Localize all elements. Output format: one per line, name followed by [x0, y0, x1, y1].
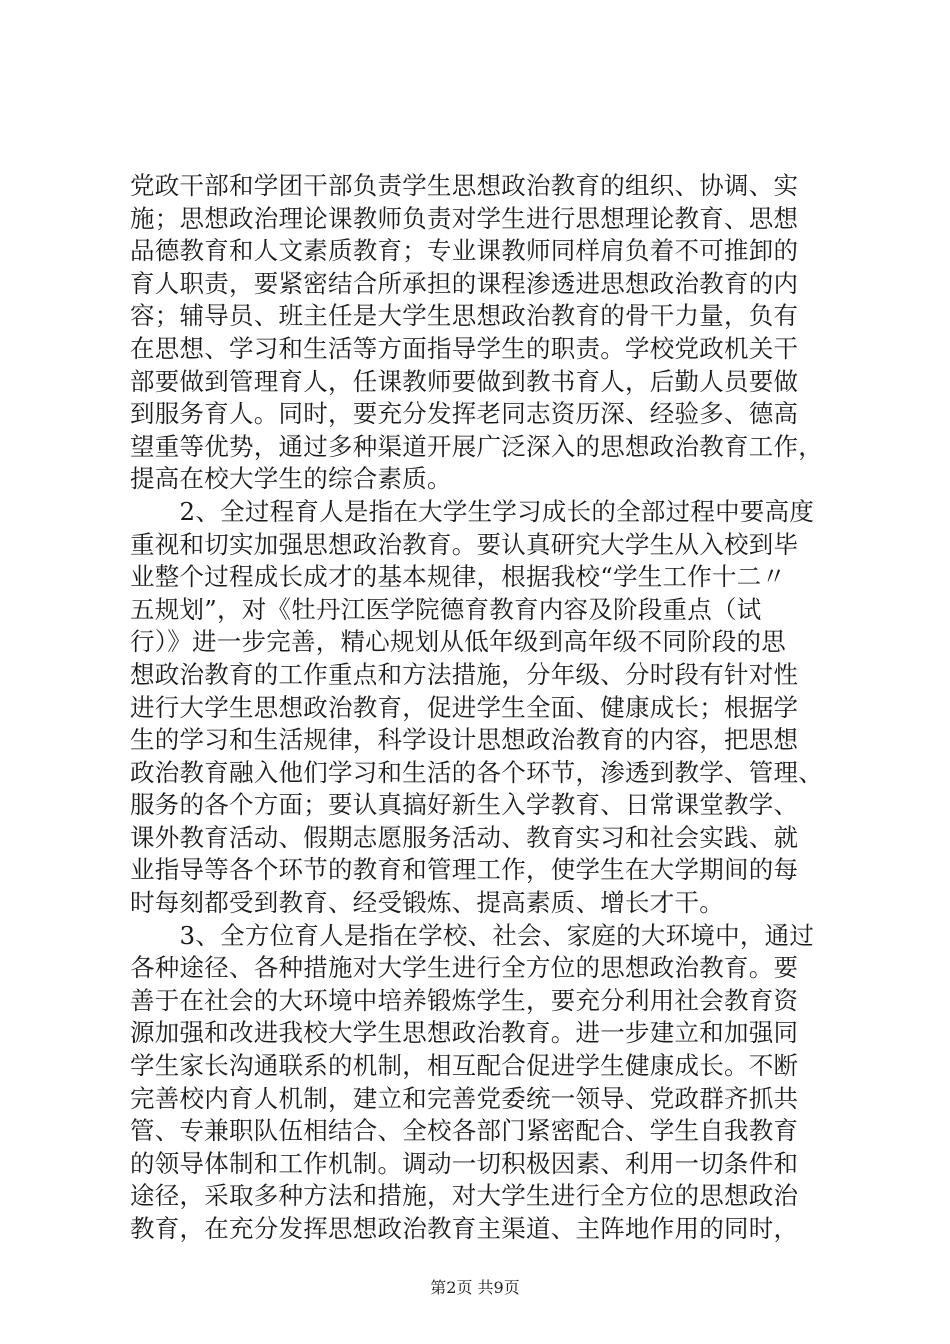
text-line: 善于在社会的大环境中培养锻炼学生，要充分利用社会教育资: [130, 985, 799, 1015]
text-line: 行）》进一步完善，精心规划从低年级到高年级不同阶段的思: [130, 627, 786, 657]
text-line: 教育，在充分发挥思想政治教育主渠道、主阵地作用的同时，: [130, 1214, 799, 1243]
text-line: 想政治教育的工作重点和方法措施，分年级、分时段有针对性: [130, 659, 799, 689]
text-line: 到服务育人。同时，要充分发挥老同志资历深、经验多、德高: [130, 399, 799, 429]
text-line: 2、全过程育人是指在大学生学习成长的全部过程中要高度: [130, 496, 815, 526]
text-line: 业指导等各个环节的教育和管理工作，使学生在大学期间的每: [130, 855, 799, 885]
text-line: 生的学习和生活规律，科学设计思想政治教育的内容，把思想: [130, 725, 799, 755]
text-line: 育人职责，要紧密结合所承担的课程渗透进思想政治教育的内: [130, 268, 799, 298]
text-line: 的领导体制和工作机制。调动一切积极因素、利用一切条件和: [130, 1148, 799, 1178]
text-line: 提高在校大学生的综合素质。: [130, 464, 452, 494]
text-line: 品德教育和人文素质教育；专业课教师同样肩负着不可推卸的: [130, 236, 799, 266]
text-line: 政治教育融入他们学习和生活的各个环节，渗透到教学、管理、: [130, 757, 823, 787]
text-line: 时每刻都受到教育、经受锻炼、提高素质、增长才干。: [130, 888, 724, 918]
text-line: 学生家长沟通联系的机制，相互配合促进学生健康成长。不断: [130, 1051, 799, 1081]
text-line: 进行大学生思想政治教育，促进学生全面、健康成长；根据学: [130, 692, 799, 722]
page-number-footer: 第2页 共9页: [430, 1278, 520, 1297]
text-line: 五规划”，对《牡丹江医学院德育教育内容及阶段重点（试: [130, 594, 762, 624]
text-line: 管、专兼职队伍相结合、全校各部门紧密配合、学生自我教育: [130, 1116, 799, 1146]
text-line: 部要做到管理育人，任课教师要做到教书育人，后勤人员要做: [130, 366, 799, 396]
text-line: 途径，采取多种方法和措施，对大学生进行全方位的思想政治: [130, 1181, 799, 1211]
text-line: 各种途径、各种措施对大学生进行全方位的思想政治教育。要: [130, 953, 799, 983]
text-line: 业整个过程成长成才的基本规律，根据我校“学生工作十二〃: [130, 562, 787, 592]
text-line: 重视和切实加强思想政治教育。要认真研究大学生从入校到毕: [130, 529, 799, 559]
body-text: [130, 170, 830, 1246]
text-line: 源加强和改进我校大学生思想政治教育。进一步建立和加强同: [130, 1018, 799, 1048]
text-line: 完善校内育人机制，建立和完善党委统一领导、党政群齐抓共: [130, 1083, 799, 1113]
text-line: 3、全方位育人是指在学校、社会、家庭的大环境中，通过: [130, 920, 815, 950]
text-line: 望重等优势，通过多种渠道开展广泛深入的思想政治教育工作，: [130, 431, 823, 461]
text-line: 课外教育活动、假期志愿服务活动、教育实习和社会实践、就: [130, 822, 799, 852]
text-line: 服务的各个方面；要认真搞好新生入学教育、日常课堂教学、: [130, 790, 799, 820]
text-line: 在思想、学习和生活等方面指导学生的职责。学校党政机关干: [130, 333, 799, 363]
text-line: 党政干部和学团干部负责学生思想政治教育的组织、协调、实: [130, 171, 799, 200]
text-line: 容；辅导员、班主任是大学生思想政治教育的骨干力量，负有: [130, 301, 799, 331]
text-line: 施；思想政治理论课教师负责对学生进行思想理论教育、思想: [130, 203, 799, 233]
